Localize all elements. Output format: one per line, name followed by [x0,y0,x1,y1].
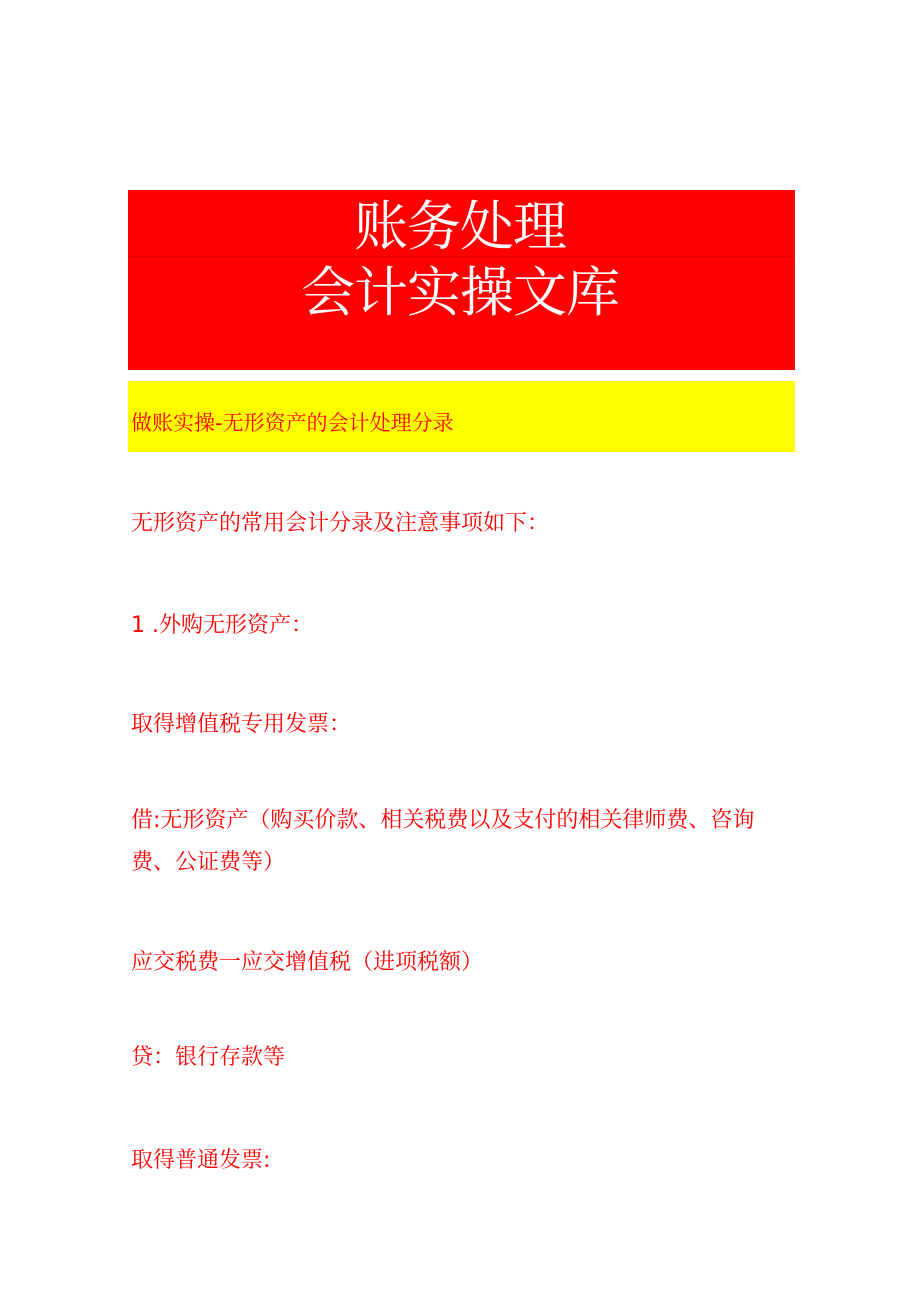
title-line-1: 账务处理 [354,195,566,258]
debit-entry: 借:无形资产（购买价款、相关税费以及支付的相关律师费、咨询费、公证费等） [131,808,755,875]
section-heading-1: 1 .外购无形资产： [131,613,313,638]
title-line-2: 会计实操文库 [301,261,619,324]
document-subtitle: 做账实操-无形资产的会计处理分录 [131,411,454,435]
special-invoice-label: 取得增值税专用发票： [131,712,352,737]
credit-entry: 贷：银行存款等 [131,1045,286,1070]
intro-paragraph: 无形资产的常用会计分录及注意事项如下： [131,511,550,536]
normal-invoice-label: 取得普通发票: [131,1148,271,1173]
tax-entry: 应交税费一应交增值税（进项税额） [131,950,484,975]
